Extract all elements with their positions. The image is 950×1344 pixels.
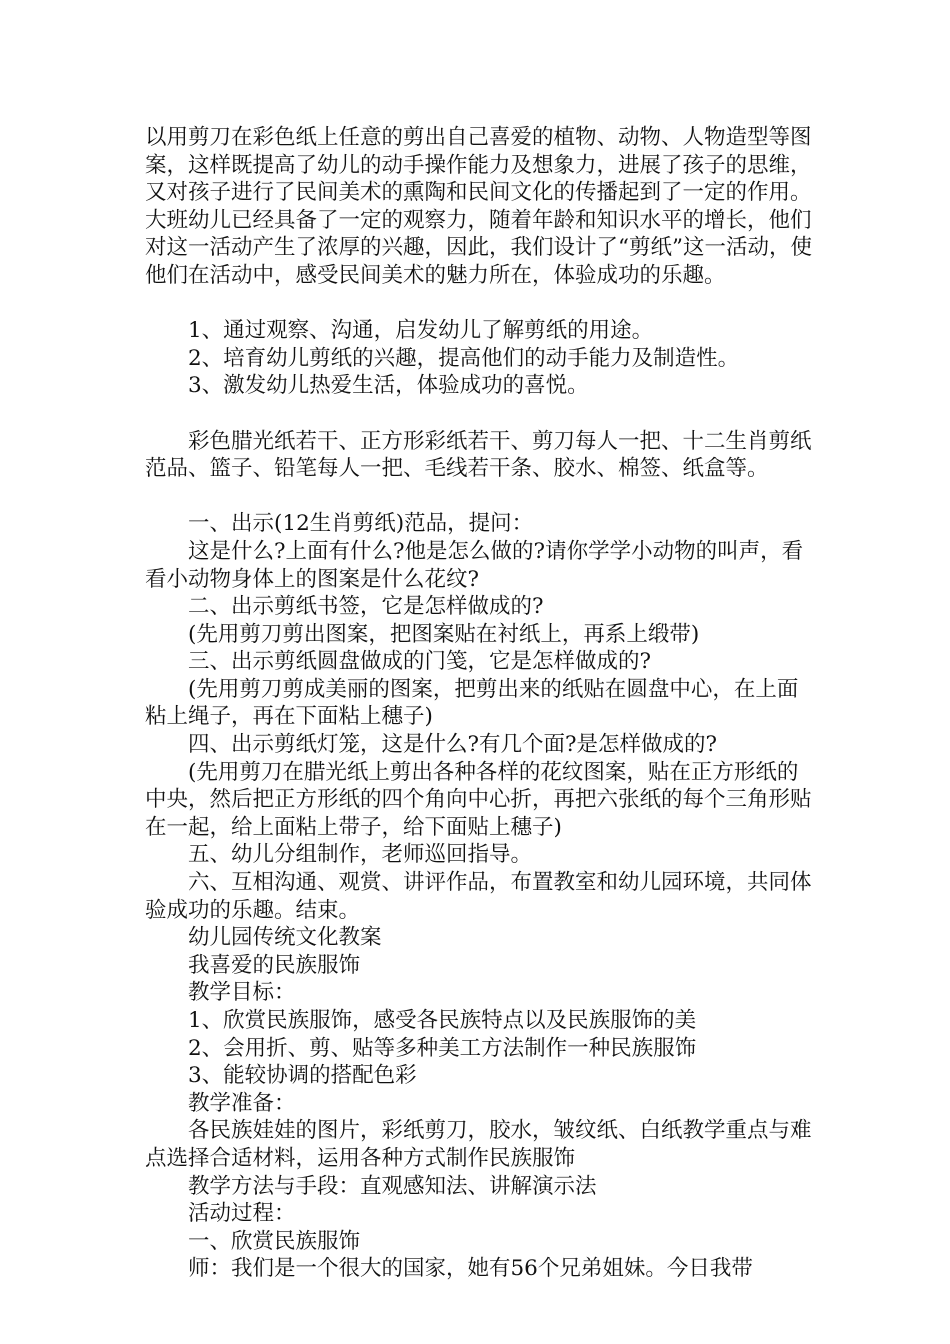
materials-paragraph: 彩色腊光纸若干、正方形彩纸若干、剪刀每人一把、十二生肖剪纸范品、篮子、铅笔每人一把、毛线若干条、胶水、棉签、纸盒等。 xyxy=(145,428,812,482)
objective-item-1: 1、欣赏民族服饰，感受各民族特点以及民族服饰的美 xyxy=(188,1008,697,1033)
process-step-3: 三、出示剪纸圆盘做成的门笺，它是怎样做成的? xyxy=(188,649,652,675)
process-step-6: 六、互相沟通、观赏、讲评作品，布置教室和幼儿园环境，共同体验成功的乐趣。结束。 xyxy=(145,870,812,923)
lesson-title: 我喜爱的民族服饰 xyxy=(188,952,361,978)
process-step-1: 一、出示(12生肖剪纸)范品，提问： xyxy=(188,511,534,537)
activity-step-1: 一、欣赏民族服饰 xyxy=(188,1228,361,1254)
process-step-4: 四、出示剪纸灯笼，这是什么?有几个面?是怎样做成的? xyxy=(188,732,718,758)
process-note-4: (先用剪刀在腊光纸上剪出各种各样的花纹图案，贴在正方形纸的中央，然后把正方形纸的四个角向中心折，再把六张纸的每个三角形贴在一起，给上面粘上带子，给下面贴上穗子) xyxy=(145,759,812,840)
paragraph-gap xyxy=(145,483,817,511)
process-step-2: 二、出示剪纸书签，它是怎样做成的? xyxy=(188,594,544,620)
paragraph-gap xyxy=(145,290,817,318)
objective-item-2: 2、会用折、剪、贴等多种美工方法制作一种民族服饰 xyxy=(188,1035,697,1061)
process-step-5: 五、幼儿分组制作，老师巡回指导。 xyxy=(188,842,533,868)
objective-item-3: 3、能较协调的搭配色彩 xyxy=(188,1063,417,1089)
document-page xyxy=(145,124,817,1283)
teacher-line: 师：我们是一个很大的国家，她有56个兄弟姐妹。今日我带 xyxy=(188,1256,753,1282)
process-note-3: (先用剪刀剪成美丽的图案，把剪出来的纸贴在圆盘中心，在上面粘上绳子，再在下面粘上穗子) xyxy=(145,676,799,730)
process-question: 这是什么?上面有什么?他是怎么做的?请你学学小动物的叫声，看看小动物身体上的图案是什么花纹? xyxy=(145,538,804,592)
preparation-paragraph: 各民族娃娃的图片，彩纸剪刀，胶水，皱纹纸、白纸教学重点与难点选择合适材料，运用各种方式制作民族服饰 xyxy=(145,1118,812,1171)
goal-item-3: 3、激发幼儿热爱生活，体验成功的喜悦。 xyxy=(188,373,589,399)
process-note-2: (先用剪刀剪出图案，把图案贴在衬纸上，再系上缎带) xyxy=(188,621,700,647)
section-title: 幼儿园传统文化教案 xyxy=(188,925,382,951)
preparation-heading: 教学准备： xyxy=(188,1090,296,1116)
objectives-heading: 教学目标： xyxy=(188,980,296,1006)
paragraph-intro: 以用剪刀在彩色纸上任意的剪出自己喜爱的植物、动物、人物造型等图案，这样既提高了幼儿的动手操作能力及想象力，进展了孩子的思维，又对孩子进行了民间美术的熏陶和民间文化的传播起到了一定的作用。大班幼儿已经具备了一定的观察力，随着年龄和知识水平的增长，他们对这一活动产生了浓厚的兴趣，因此，我们设计了“剪纸”这一活动，使他们在活动中，感受民间美术的魅力所在，体验成功的乐趣。 xyxy=(145,125,812,288)
goal-item-2: 2、培育幼儿剪纸的兴趣，提高他们的动手能力及制造性。 xyxy=(188,345,740,371)
methods-line: 教学方法与手段：直观感知法、讲解演示法 xyxy=(188,1173,597,1199)
activity-heading: 活动过程： xyxy=(188,1201,296,1227)
goal-item-1: 1、通过观察、沟通，启发幼儿了解剪纸的用途。 xyxy=(188,318,654,344)
paragraph-gap xyxy=(145,400,817,428)
